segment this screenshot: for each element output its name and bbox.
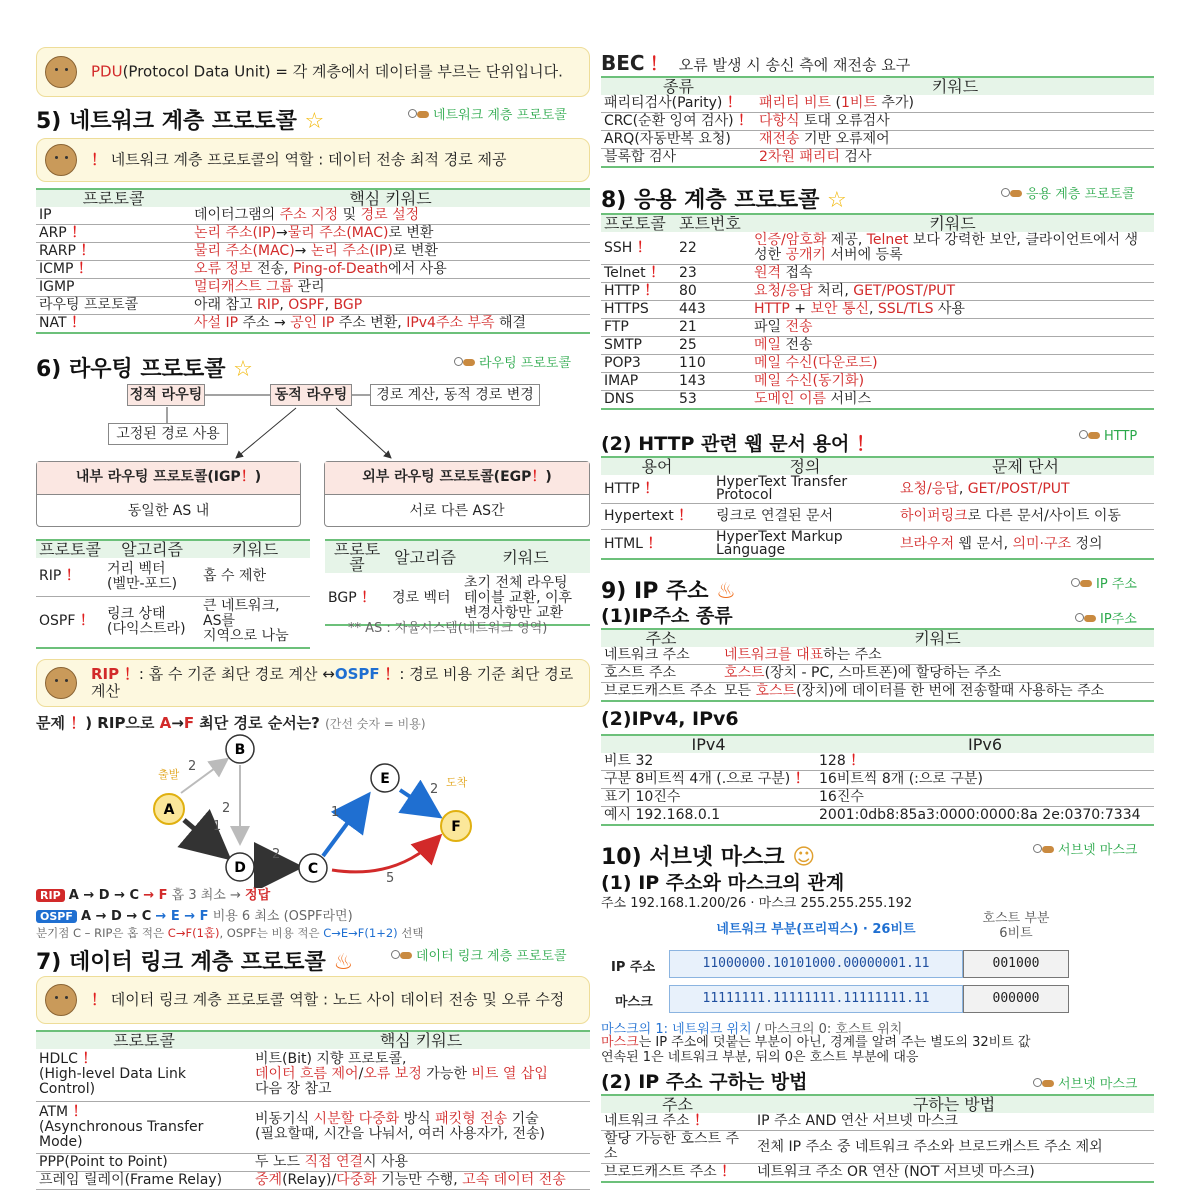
table-row: 프레임 릴레이(Frame Relay) 중계(Relay)/다중화 기능만 수행, 고속 데이터 전송	[36, 1171, 590, 1189]
table-row: ARP ！ 논리 주소(IP)→물리 주소(MAC)로 변환	[36, 225, 590, 243]
potato-avatar-icon	[45, 144, 77, 176]
section9-title: 9) IP 주소 ♨	[601, 579, 736, 604]
table-row: PPP(Point to Point) 두 노드 직접 연결시 사용	[36, 1153, 590, 1171]
col-keyword: 핵심 키워드	[191, 189, 590, 207]
edge-label-ce: 1	[331, 805, 340, 820]
mask-bits-meaning: 마스크의 1: 네트워크 위치 / 마스크의 0: 호스트 위치	[601, 1022, 903, 1037]
star-icon: ☆	[304, 109, 325, 134]
table-row: HDLC ！ (High-level Data Link Control) 비트(Bit) 지향 프로토콜, 데이터 흐름 제어/오류 보정 가능한 비트 열 삽입 다음 장 참고	[36, 1049, 590, 1101]
section8-title: 8) 응용 계층 프로토콜 ☆	[601, 188, 847, 213]
table-row: 비트 32 128 ！	[601, 753, 1154, 771]
table-row: POP3 110 메일 수신(다운로드)	[601, 355, 1154, 373]
routing-graph	[36, 730, 590, 888]
magnifier-icon	[1033, 844, 1055, 854]
ip-calc-table: 주소 구하는 방법 네트워크 주소 ！ IP 주소 AND 연산 서브넷 마스크 할당 가능한 호스트 주소 전체 IP 주소 중 네트워크 주소와 브로드캐스트 주소 제외 브로드캐스트 주소 ！ 네트워크 주소 OR 연산 (NOT 서브넷 마스크)	[601, 1094, 1154, 1183]
table-row: IP 데이터그램의 주소 지정 및 경로 설정	[36, 207, 590, 225]
dynamic-routing-desc: 경로 계산, 동적 경로 변경	[370, 384, 540, 406]
datalink-protocol-table: 프로토콜 핵심 키워드 HDLC ！ (High-level Data Link Control) 비트(Bit) 지향 프로토콜, 데이터 흐름 제어/오류 보정 가능한 비트 열 삽입 다음 장 참고 ATM ！ (Asynchronous Transfer Mode) 비동기식 시분할 다중화 방식 패킷형 전송 기술 (필요할때, 시간을 나눠서, 여러 사용자가, 전송) PPP(Point to Point) 두 노드 직접 연결시 사용 프레임 릴레이(Frame Relay) 중계(Relay)/다중화 기능만 수행, 고속 데이터 전송	[36, 1030, 590, 1190]
static-routing-box: 정적 라우팅	[127, 384, 205, 406]
magnifier-icon	[1001, 188, 1023, 198]
table-row: 블록합 검사 2차원 패리티 검사	[601, 149, 1154, 168]
svg-text:D: D	[234, 860, 246, 876]
table-row: SMTP 25 메일 전송	[601, 337, 1154, 355]
table-row: Telnet ！ 23 원격 접속	[601, 265, 1154, 283]
ospf-path-line: OSPF A → D → C → E → F 비용 6 최소 (OSPF라면)	[36, 905, 353, 924]
star-icon: ☆	[827, 188, 847, 213]
table-row: HTTPS 443 HTTP + 보안 통신, SSL/TLS 사용	[601, 301, 1154, 319]
network-role-note: ！ 네트워크 계층 프로토콜의 역할 : 데이터 전송 최적 경로 제공	[36, 138, 590, 182]
edge-label-bd: 2	[222, 801, 231, 816]
pdu-term: PDU	[91, 62, 123, 81]
svg-text:B: B	[234, 742, 246, 758]
section5-tag[interactable]: 네트워크 계층 프로토콜	[408, 104, 567, 123]
table-row: 호스트 주소 호스트(장치 - PC, 스마트폰)에 할당하는 주소	[601, 665, 1154, 683]
network-protocol-table	[36, 188, 590, 334]
thinking-icon: ☺	[792, 845, 816, 870]
table-row: 네트워크 주소 ！ IP 주소 AND 연산 서브넷 마스크	[601, 1113, 1154, 1131]
table-row: SSH ！ 22 인증/암호화 제공, Telnet 보다 강력한 보안, 클라이언트에서 생성한 공개키 서버에 등록	[601, 232, 1154, 265]
routing-question: 문제 ！) RIP으로 A→F 최단 경로 순서는? (간선 숫자 = 비용)	[36, 714, 426, 732]
star-icon: ☆	[233, 357, 253, 382]
igp-box: 내부 라우팅 프로토콜(IGP！) 동일한 AS 내	[36, 461, 301, 527]
fire-icon: ♨	[716, 579, 736, 604]
table-row: IMAP 143 메일 수신(동기화)	[601, 373, 1154, 391]
magnifier-icon	[408, 109, 430, 119]
svg-text:C: C	[307, 861, 319, 877]
network-part-label: 네트워크 부분(프리픽스) · 26비트	[716, 922, 916, 937]
end-label: 도착	[446, 776, 468, 789]
http-tag[interactable]: HTTP	[1079, 429, 1137, 444]
ip-types-tag[interactable]: IP주소	[1075, 608, 1137, 627]
ip-network-bits: 11000000.10101000.00000001.11	[669, 950, 963, 978]
section8-tag[interactable]: 응용 계층 프로토콜	[1001, 183, 1135, 202]
table-row: HTTP ！ HyperText Transfer Protocol 요청/응답, GET/POST/PUT	[601, 475, 1154, 504]
http-terms-table: 용어 정의 문제 단서 HTTP ！ HyperText Transfer Protocol 요청/응답, GET/POST/PUT Hypertext ！ 링크로 연결된 문서 하이퍼링크로 다른 문서/사이트 이동 HTML ！ HyperText Markup Language 브라우저 웹 문서, 의미·구조 정의	[601, 456, 1154, 560]
datalink-role-note: ！ 데이터 링크 계층 프로토콜 역할 : 노드 사이 데이터 전송 및 오류 수정	[36, 976, 590, 1024]
section9-tag[interactable]: IP 주소	[1071, 573, 1137, 592]
table-row: CRC(순환 잉여 검사) ！ 다항식 토대 오류검사	[601, 113, 1154, 131]
section10-tag[interactable]: 서브넷 마스크	[1033, 839, 1137, 858]
pdu-note	[36, 47, 590, 97]
svg-text:A: A	[163, 802, 175, 818]
magnifier-icon	[1079, 430, 1101, 440]
section7-tag[interactable]: 데이터 링크 계층 프로토콜	[391, 945, 567, 964]
potato-avatar-icon	[45, 984, 77, 1016]
table-row: HTTP ！ 80 요청/응답 처리, GET/POST/PUT	[601, 283, 1154, 301]
rip-ospf-note: RIP ！: 홉 수 기준 최단 경로 계산 ↔OSPF ！: 경로 비용 기준 최단 경로 계산	[36, 659, 590, 707]
magnifier-icon	[1075, 613, 1097, 623]
host-part-label: 호스트 부분 6비트	[982, 911, 1050, 941]
table-row: HTML ！ HyperText Markup Language 브라우저 웹 문서, 의미·구조 정의	[601, 530, 1154, 560]
table-row: IGMP 멀티캐스트 그룹 관리	[36, 279, 590, 297]
edge-c-f	[332, 838, 438, 872]
mask-explanation: 마스크는 IP 주소에 덧붙는 부분이 아닌, 경계를 알려 주는 별도의 32비트 값 연속된 1은 네트워크 부분, 뒤의 0은 호스트 부분에 대응	[601, 1035, 1031, 1065]
table-row: 구분 8비트씩 4개 (.으로 구분) ！ 16비트씩 8개 (:으로 구분)	[601, 771, 1154, 789]
ipv4-ipv6-table: IPv4 IPv6 비트 32 128 ！ 구분 8비트씩 4개 (.으로 구분) ！ 16비트씩 8개 (:으로 구분) 표기 10진수 16진수 예시 192.168.0.1 2001:0db8:85a3:0000:0000:8a 2e:0370:7334	[601, 734, 1154, 826]
rip-path-line: RIP A → D → C → F 홉 3 최소 → 정답	[36, 884, 270, 903]
branch-note: 분기점 C – RIP은 홉 적은 C→F(1홉), OSPF는 비용 적은 C→E→F(1+2) 선택	[36, 926, 424, 940]
bec-table: 종류 키워드 패리티검사(Parity) ！ 패리티 비트 (1비트 추가) CRC(순환 잉여 검사) ！ 다항식 토대 오류검사 ARQ(자동반복 요청) 재전송 기반 오류제어 블록합 검사 2차원 패리티 검사	[601, 76, 1154, 168]
application-protocol-table: 프로토콜 포트번호 키워드 SSH ！ 22 인증/암호화 제공, Telnet 보다 강력한 보안, 클라이언트에서 생성한 공개키 서버에 등록 Telnet ！ 23 원격 접속 HTTP ！ 80 요청/응답 처리, GET/POST/PUT HTTPS 443 HTTP + 보안 통신, SSL/TLS 사용 FTP 21 파일 전송 SMTP 25 메일 전송 POP3 110 메일 수신(다운로드) IMAP 143 메일 수신(동기화) DNS 53 도메인 이름 서비스	[601, 213, 1154, 410]
col-protocol: 프로토콜	[36, 189, 191, 207]
edge-label-dc: 2	[272, 847, 281, 862]
edge-c-e	[323, 798, 366, 856]
section6-tag[interactable]: 라우팅 프로토콜	[454, 352, 571, 371]
mask-host-bits: 000000	[963, 985, 1069, 1013]
ip-calc-title: (2) IP 주소 구하는 방법	[601, 1071, 808, 1093]
ip-types-table: 주소 키워드 네트워크 주소 네트워크를 대표하는 주소 호스트 주소 호스트(장치 - PC, 스마트폰)에 할당하는 주소 브로드캐스트 주소 모든 호스트(장치)에 데이터를 한 번에 전송할때 사용하는 주소	[601, 628, 1154, 702]
table-row: RARP ！ 물리 주소(MAC)→ 논리 주소(IP)로 변환	[36, 243, 590, 261]
ipv4-ipv6-title: (2)IPv4, IPv6	[601, 708, 739, 730]
table-row: 예시 192.168.0.1 2001:0db8:85a3:0000:0000:8a 2e:0370:7334	[601, 807, 1154, 826]
svg-text:F: F	[451, 819, 461, 835]
start-label: 출발	[158, 768, 180, 781]
pdu-desc: (Protocol Data Unit) = 각 계층에서 데이터를 부르는 단위입니다.	[122, 62, 563, 81]
table-row: DNS 53 도메인 이름 서비스	[601, 391, 1154, 410]
section7-title: 7) 데이터 링크 계층 프로토콜 ♨	[36, 950, 354, 975]
edge-label-ad: 1	[213, 819, 222, 834]
table-row: 브로드캐스트 주소 ！ 네트워크 주소 OR 연산 (NOT 서브넷 마스크)	[601, 1164, 1154, 1183]
table-row: 패리티검사(Parity) ！ 패리티 비트 (1비트 추가)	[601, 95, 1154, 113]
dynamic-routing-box: 동적 라우팅	[270, 384, 352, 406]
table-row: ARQ(자동반복 요청) 재전송 기반 오류제어	[601, 131, 1154, 149]
mask-row-label: 마스크	[615, 995, 653, 1010]
magnifier-icon	[391, 950, 413, 960]
as-note: ** AS : 자율시스템(네트워크 영역)	[348, 621, 548, 636]
potato-avatar-icon	[45, 56, 77, 88]
magnifier-icon	[1071, 578, 1093, 588]
ip-types-title: (1)IP주소 종류	[601, 605, 733, 627]
section6-title: 6) 라우팅 프로토콜 ☆	[36, 357, 253, 382]
table-row: NAT ！ 사설 IP 주소 → 공인 IP 주소 변환, IPv4주소 부족 해결	[36, 315, 590, 334]
bec-heading: BEC ！ 오류 발생 시 송신 측에 재전송 요구	[601, 51, 911, 75]
magnifier-icon	[1033, 1078, 1055, 1088]
svg-text:E: E	[380, 771, 390, 787]
egp-box: 외부 라우팅 프로토콜(EGP！) 서로 다른 AS간	[324, 461, 590, 527]
mask-address-line: 주소 192.168.1.200/26 · 마스크 255.255.255.192	[601, 896, 913, 911]
table-row: 라우팅 프로토콜 아래 참고 RIP, OSPF, BGP	[36, 297, 590, 315]
magnifier-icon	[454, 357, 476, 367]
table-row: 할당 가능한 호스트 주소 전체 IP 주소 중 네트워크 주소와 브로드캐스트 주소 제외	[601, 1131, 1154, 1164]
table-row: FTP 21 파일 전송	[601, 319, 1154, 337]
mask-relation-title: (1) IP 주소와 마스크의 관계	[601, 872, 845, 894]
edge-label-ef: 2	[430, 782, 439, 797]
table-row: Hypertext ！ 링크로 연결된 문서 하이퍼링크로 다른 문서/사이트 이동	[601, 504, 1154, 530]
fire-icon: ♨	[333, 950, 354, 975]
edge-label-ab: 2	[188, 759, 197, 774]
section5-title: 5) 네트워크 계층 프로토콜 ☆	[36, 109, 325, 134]
table-row: 네트워크 주소 네트워크를 대표하는 주소	[601, 647, 1154, 665]
ip-host-bits: 001000	[963, 950, 1069, 978]
table-row: 표기 10진수 16진수	[601, 789, 1154, 807]
section10-title: 10) 서브넷 마스크 ☺	[601, 845, 816, 870]
ip-row-label: IP 주소	[611, 960, 656, 975]
table-row: ATM ！ (Asynchronous Transfer Mode) 비동기식 시분할 다중화 방식 패킷형 전송 기술 (필요할때, 시간을 나눠서, 여러 사용자가, 전송)	[36, 1101, 590, 1153]
igp-table: 프로토콜 알고리즘 키워드 RIP ！ 거리 벡터 (벨만-포드) 홉 수 제한 OSPF ！ 링크 상태 (다익스트라) 큰 네트워크, AS를 지역으로 나눔	[36, 539, 310, 649]
egp-table: 프로토콜 알고리즘 키워드 BGP ！ 경로 벡터 초기 전체 라우팅 테이블 교환, 이후 변경사항만 교환	[325, 539, 590, 626]
static-routing-desc: 고정된 경로 사용	[108, 423, 228, 445]
edge-label-cf: 5	[386, 871, 395, 886]
http-terms-title: (2) HTTP 관련 웹 문서 용어 ！	[601, 433, 875, 455]
mask-network-bits: 11111111.11111111.11111111.11	[669, 985, 963, 1013]
table-row: ICMP ！ 오류 정보 전송, Ping-of-Death에서 사용	[36, 261, 590, 279]
ip-calc-tag[interactable]: 서브넷 마스크	[1033, 1073, 1137, 1092]
potato-avatar-icon	[45, 667, 77, 699]
table-row: 브로드캐스트 주소 모든 호스트(장치)에 데이터를 한 번에 전송할때 사용하는 주소	[601, 683, 1154, 702]
